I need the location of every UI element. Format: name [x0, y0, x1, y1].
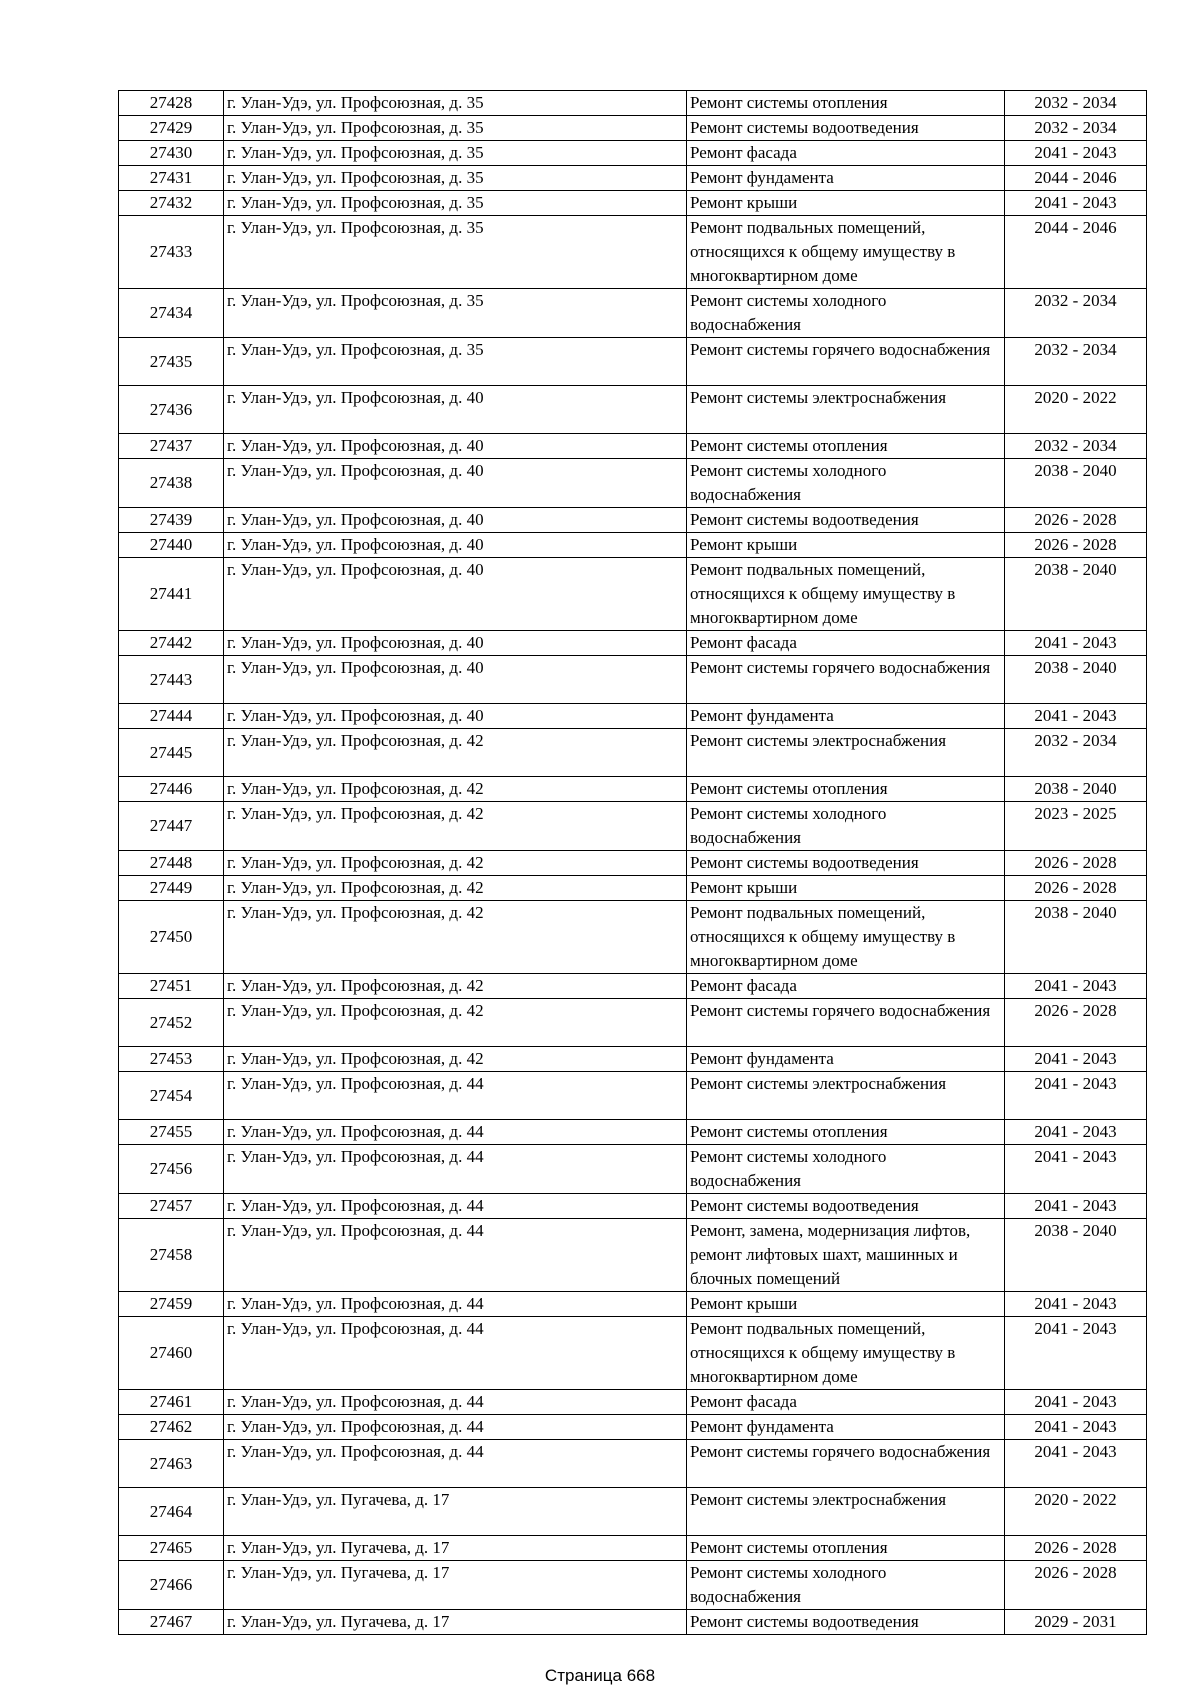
row-address: г. Улан-Удэ, ул. Пугачева, д. 17: [224, 1561, 687, 1610]
row-address: г. Улан-Удэ, ул. Пугачева, д. 17: [224, 1536, 687, 1561]
page-number: Страница 668: [544, 1666, 656, 1685]
row-address: г. Улан-Удэ, ул. Профсоюзная, д. 44: [224, 1440, 687, 1488]
row-number: 27431: [119, 166, 224, 191]
row-number: 27446: [119, 777, 224, 802]
row-work-type: Ремонт системы электроснабжения: [687, 1072, 1005, 1120]
row-number: 27442: [119, 631, 224, 656]
row-address: г. Улан-Удэ, ул. Профсоюзная, д. 42: [224, 1047, 687, 1072]
row-address: г. Улан-Удэ, ул. Профсоюзная, д. 40: [224, 533, 687, 558]
row-period: 2041 - 2043: [1005, 1145, 1147, 1194]
table-row: [119, 166, 1147, 191]
table-row: [119, 901, 1147, 974]
row-period: 2026 - 2028: [1005, 999, 1147, 1047]
row-period: 2041 - 2043: [1005, 704, 1147, 729]
row-period: 2038 - 2040: [1005, 656, 1147, 704]
row-period: 2026 - 2028: [1005, 851, 1147, 876]
table-row: [119, 1120, 1147, 1145]
row-work-type: Ремонт фундамента: [687, 704, 1005, 729]
row-address: г. Улан-Удэ, ул. Профсоюзная, д. 35: [224, 338, 687, 386]
table-row: [119, 1610, 1147, 1635]
row-number: 27440: [119, 533, 224, 558]
table-row: [119, 116, 1147, 141]
table-row: [119, 1390, 1147, 1415]
row-work-type: Ремонт фундамента: [687, 166, 1005, 191]
table-row: [119, 216, 1147, 289]
row-period: 2038 - 2040: [1005, 777, 1147, 802]
row-work-type: Ремонт системы горячего водоснабжения: [687, 338, 1005, 386]
row-number: 27432: [119, 191, 224, 216]
row-number: 27460: [119, 1317, 224, 1390]
row-period: 2038 - 2040: [1005, 1219, 1147, 1292]
row-work-type: Ремонт системы отопления: [687, 1536, 1005, 1561]
row-number: 27454: [119, 1072, 224, 1120]
row-number: 27467: [119, 1610, 224, 1635]
row-address: г. Улан-Удэ, ул. Профсоюзная, д. 35: [224, 216, 687, 289]
row-number: 27458: [119, 1219, 224, 1292]
table-row: [119, 656, 1147, 704]
row-period: 2044 - 2046: [1005, 166, 1147, 191]
row-address: г. Улан-Удэ, ул. Профсоюзная, д. 44: [224, 1390, 687, 1415]
row-address: г. Улан-Удэ, ул. Пугачева, д. 17: [224, 1610, 687, 1635]
row-number: 27462: [119, 1415, 224, 1440]
row-period: 2038 - 2040: [1005, 558, 1147, 631]
table-row: [119, 1415, 1147, 1440]
row-period: 2032 - 2034: [1005, 434, 1147, 459]
table-row: [119, 141, 1147, 166]
table-row: [119, 191, 1147, 216]
row-period: 2041 - 2043: [1005, 1047, 1147, 1072]
row-period: 2041 - 2043: [1005, 1390, 1147, 1415]
table-row: [119, 777, 1147, 802]
row-number: 27430: [119, 141, 224, 166]
table-row: [119, 1072, 1147, 1120]
row-number: 27452: [119, 999, 224, 1047]
row-work-type: Ремонт системы электроснабжения: [687, 729, 1005, 777]
row-period: 2041 - 2043: [1005, 1072, 1147, 1120]
row-period: 2023 - 2025: [1005, 802, 1147, 851]
row-address: г. Улан-Удэ, ул. Профсоюзная, д. 40: [224, 656, 687, 704]
row-work-type: Ремонт системы холодного водоснабжения: [687, 802, 1005, 851]
row-period: 2041 - 2043: [1005, 1440, 1147, 1488]
row-address: г. Улан-Удэ, ул. Профсоюзная, д. 42: [224, 802, 687, 851]
table-row: [119, 508, 1147, 533]
row-address: г. Улан-Удэ, ул. Профсоюзная, д. 44: [224, 1194, 687, 1219]
row-work-type: Ремонт системы водоотведения: [687, 1194, 1005, 1219]
row-work-type: Ремонт, замена, модернизация лифтов, ремонт лифтовых шахт, машинных и блочных помещений: [687, 1219, 1005, 1292]
table-row: [119, 91, 1147, 116]
row-work-type: Ремонт системы отопления: [687, 1120, 1005, 1145]
row-address: г. Улан-Удэ, ул. Профсоюзная, д. 42: [224, 901, 687, 974]
row-number: 27465: [119, 1536, 224, 1561]
row-number: 27453: [119, 1047, 224, 1072]
row-number: 27444: [119, 704, 224, 729]
row-address: г. Улан-Удэ, ул. Пугачева, д. 17: [224, 1488, 687, 1536]
row-period: 2041 - 2043: [1005, 974, 1147, 999]
row-period: 2029 - 2031: [1005, 1610, 1147, 1635]
row-work-type: Ремонт крыши: [687, 1292, 1005, 1317]
row-number: 27436: [119, 386, 224, 434]
row-period: 2026 - 2028: [1005, 1561, 1147, 1610]
row-period: 2026 - 2028: [1005, 508, 1147, 533]
table-row: [119, 434, 1147, 459]
table-row: [119, 851, 1147, 876]
row-work-type: Ремонт крыши: [687, 191, 1005, 216]
row-period: 2041 - 2043: [1005, 1292, 1147, 1317]
table-row: [119, 533, 1147, 558]
row-period: 2032 - 2034: [1005, 289, 1147, 338]
row-period: 2026 - 2028: [1005, 876, 1147, 901]
row-address: г. Улан-Удэ, ул. Профсоюзная, д. 40: [224, 434, 687, 459]
row-period: 2041 - 2043: [1005, 1317, 1147, 1390]
row-address: г. Улан-Удэ, ул. Профсоюзная, д. 44: [224, 1072, 687, 1120]
row-address: г. Улан-Удэ, ул. Профсоюзная, д. 40: [224, 631, 687, 656]
row-period: 2032 - 2034: [1005, 116, 1147, 141]
row-address: г. Улан-Удэ, ул. Профсоюзная, д. 35: [224, 91, 687, 116]
row-period: 2041 - 2043: [1005, 1194, 1147, 1219]
table-row: [119, 729, 1147, 777]
row-work-type: Ремонт системы горячего водоснабжения: [687, 1440, 1005, 1488]
works-table: [118, 90, 1147, 1635]
row-work-type: Ремонт системы холодного водоснабжения: [687, 1561, 1005, 1610]
table-row: [119, 999, 1147, 1047]
row-number: 27455: [119, 1120, 224, 1145]
row-period: 2020 - 2022: [1005, 386, 1147, 434]
row-address: г. Улан-Удэ, ул. Профсоюзная, д. 35: [224, 191, 687, 216]
table-row: [119, 1561, 1147, 1610]
row-number: 27438: [119, 459, 224, 508]
row-work-type: Ремонт крыши: [687, 876, 1005, 901]
row-address: г. Улан-Удэ, ул. Профсоюзная, д. 35: [224, 116, 687, 141]
row-number: 27466: [119, 1561, 224, 1610]
row-address: г. Улан-Удэ, ул. Профсоюзная, д. 40: [224, 558, 687, 631]
row-number: 27456: [119, 1145, 224, 1194]
row-period: 2041 - 2043: [1005, 1120, 1147, 1145]
row-number: 27450: [119, 901, 224, 974]
table-row: [119, 386, 1147, 434]
row-number: 27449: [119, 876, 224, 901]
row-number: 27437: [119, 434, 224, 459]
row-number: 27461: [119, 1390, 224, 1415]
row-address: г. Улан-Удэ, ул. Профсоюзная, д. 40: [224, 508, 687, 533]
table-row: [119, 459, 1147, 508]
row-work-type: Ремонт фундамента: [687, 1415, 1005, 1440]
row-address: г. Улан-Удэ, ул. Профсоюзная, д. 42: [224, 777, 687, 802]
row-period: 2041 - 2043: [1005, 631, 1147, 656]
table-row: [119, 1194, 1147, 1219]
table-row: [119, 1536, 1147, 1561]
row-work-type: Ремонт системы водоотведения: [687, 116, 1005, 141]
row-period: 2041 - 2043: [1005, 1415, 1147, 1440]
row-number: 27459: [119, 1292, 224, 1317]
row-address: г. Улан-Удэ, ул. Профсоюзная, д. 44: [224, 1219, 687, 1292]
row-address: г. Улан-Удэ, ул. Профсоюзная, д. 44: [224, 1120, 687, 1145]
row-work-type: Ремонт фасада: [687, 141, 1005, 166]
table-row: [119, 338, 1147, 386]
row-address: г. Улан-Удэ, ул. Профсоюзная, д. 40: [224, 704, 687, 729]
row-work-type: Ремонт системы холодного водоснабжения: [687, 289, 1005, 338]
table-row: [119, 704, 1147, 729]
row-period: 2020 - 2022: [1005, 1488, 1147, 1536]
table-row: [119, 802, 1147, 851]
row-period: 2038 - 2040: [1005, 901, 1147, 974]
row-address: г. Улан-Удэ, ул. Профсоюзная, д. 44: [224, 1317, 687, 1390]
row-number: 27429: [119, 116, 224, 141]
row-number: 27447: [119, 802, 224, 851]
row-period: 2026 - 2028: [1005, 533, 1147, 558]
row-number: 27443: [119, 656, 224, 704]
row-work-type: Ремонт системы водоотведения: [687, 508, 1005, 533]
row-period: 2032 - 2034: [1005, 729, 1147, 777]
row-address: г. Улан-Удэ, ул. Профсоюзная, д. 42: [224, 999, 687, 1047]
row-work-type: Ремонт системы отопления: [687, 91, 1005, 116]
row-period: 2032 - 2034: [1005, 91, 1147, 116]
table-row: [119, 1292, 1147, 1317]
row-work-type: Ремонт системы электроснабжения: [687, 386, 1005, 434]
row-number: 27434: [119, 289, 224, 338]
row-address: г. Улан-Удэ, ул. Профсоюзная, д. 42: [224, 876, 687, 901]
row-work-type: Ремонт системы холодного водоснабжения: [687, 1145, 1005, 1194]
row-number: 27464: [119, 1488, 224, 1536]
row-work-type: Ремонт системы электроснабжения: [687, 1488, 1005, 1536]
row-address: г. Улан-Удэ, ул. Профсоюзная, д. 44: [224, 1292, 687, 1317]
table-row: [119, 1440, 1147, 1488]
row-address: г. Улан-Удэ, ул. Профсоюзная, д. 42: [224, 974, 687, 999]
works-table-body: [119, 91, 1147, 1635]
row-period: 2041 - 2043: [1005, 141, 1147, 166]
row-period: 2026 - 2028: [1005, 1536, 1147, 1561]
row-address: г. Улан-Удэ, ул. Профсоюзная, д. 44: [224, 1145, 687, 1194]
row-number: 27448: [119, 851, 224, 876]
row-address: г. Улан-Удэ, ул. Профсоюзная, д. 35: [224, 289, 687, 338]
row-work-type: Ремонт фасада: [687, 974, 1005, 999]
row-number: 27445: [119, 729, 224, 777]
table-row: [119, 974, 1147, 999]
row-period: 2044 - 2046: [1005, 216, 1147, 289]
row-work-type: Ремонт системы горячего водоснабжения: [687, 999, 1005, 1047]
row-work-type: Ремонт фасада: [687, 631, 1005, 656]
table-row: [119, 558, 1147, 631]
row-number: 27463: [119, 1440, 224, 1488]
row-number: 27433: [119, 216, 224, 289]
row-work-type: Ремонт подвальных помещений, относящихся к общему имуществу в многоквартирном доме: [687, 1317, 1005, 1390]
row-work-type: Ремонт системы отопления: [687, 777, 1005, 802]
table-row: [119, 1317, 1147, 1390]
table-row: [119, 289, 1147, 338]
table-row: [119, 1047, 1147, 1072]
row-work-type: Ремонт системы отопления: [687, 434, 1005, 459]
row-address: г. Улан-Удэ, ул. Профсоюзная, д. 42: [224, 851, 687, 876]
row-address: г. Улан-Удэ, ул. Профсоюзная, д. 35: [224, 141, 687, 166]
table-row: [119, 1145, 1147, 1194]
row-number: 27428: [119, 91, 224, 116]
table-row: [119, 1488, 1147, 1536]
row-number: 27441: [119, 558, 224, 631]
row-period: 2032 - 2034: [1005, 338, 1147, 386]
row-work-type: Ремонт подвальных помещений, относящихся к общему имуществу в многоквартирном доме: [687, 901, 1005, 974]
row-period: 2038 - 2040: [1005, 459, 1147, 508]
row-number: 27435: [119, 338, 224, 386]
row-address: г. Улан-Удэ, ул. Профсоюзная, д. 40: [224, 386, 687, 434]
row-period: 2041 - 2043: [1005, 191, 1147, 216]
table-row: [119, 631, 1147, 656]
row-address: г. Улан-Удэ, ул. Профсоюзная, д. 40: [224, 459, 687, 508]
row-address: г. Улан-Удэ, ул. Профсоюзная, д. 42: [224, 729, 687, 777]
row-number: 27457: [119, 1194, 224, 1219]
row-number: 27451: [119, 974, 224, 999]
row-work-type: Ремонт крыши: [687, 533, 1005, 558]
table-row: [119, 1219, 1147, 1292]
row-address: г. Улан-Удэ, ул. Профсоюзная, д. 44: [224, 1415, 687, 1440]
row-work-type: Ремонт системы холодного водоснабжения: [687, 459, 1005, 508]
row-work-type: Ремонт фасада: [687, 1390, 1005, 1415]
row-address: г. Улан-Удэ, ул. Профсоюзная, д. 35: [224, 166, 687, 191]
row-work-type: Ремонт подвальных помещений, относящихся к общему имуществу в многоквартирном доме: [687, 216, 1005, 289]
table-row: [119, 876, 1147, 901]
row-work-type: Ремонт подвальных помещений, относящихся к общему имуществу в многоквартирном доме: [687, 558, 1005, 631]
row-work-type: Ремонт фундамента: [687, 1047, 1005, 1072]
row-work-type: Ремонт системы водоотведения: [687, 1610, 1005, 1635]
row-number: 27439: [119, 508, 224, 533]
row-work-type: Ремонт системы горячего водоснабжения: [687, 656, 1005, 704]
row-work-type: Ремонт системы водоотведения: [687, 851, 1005, 876]
